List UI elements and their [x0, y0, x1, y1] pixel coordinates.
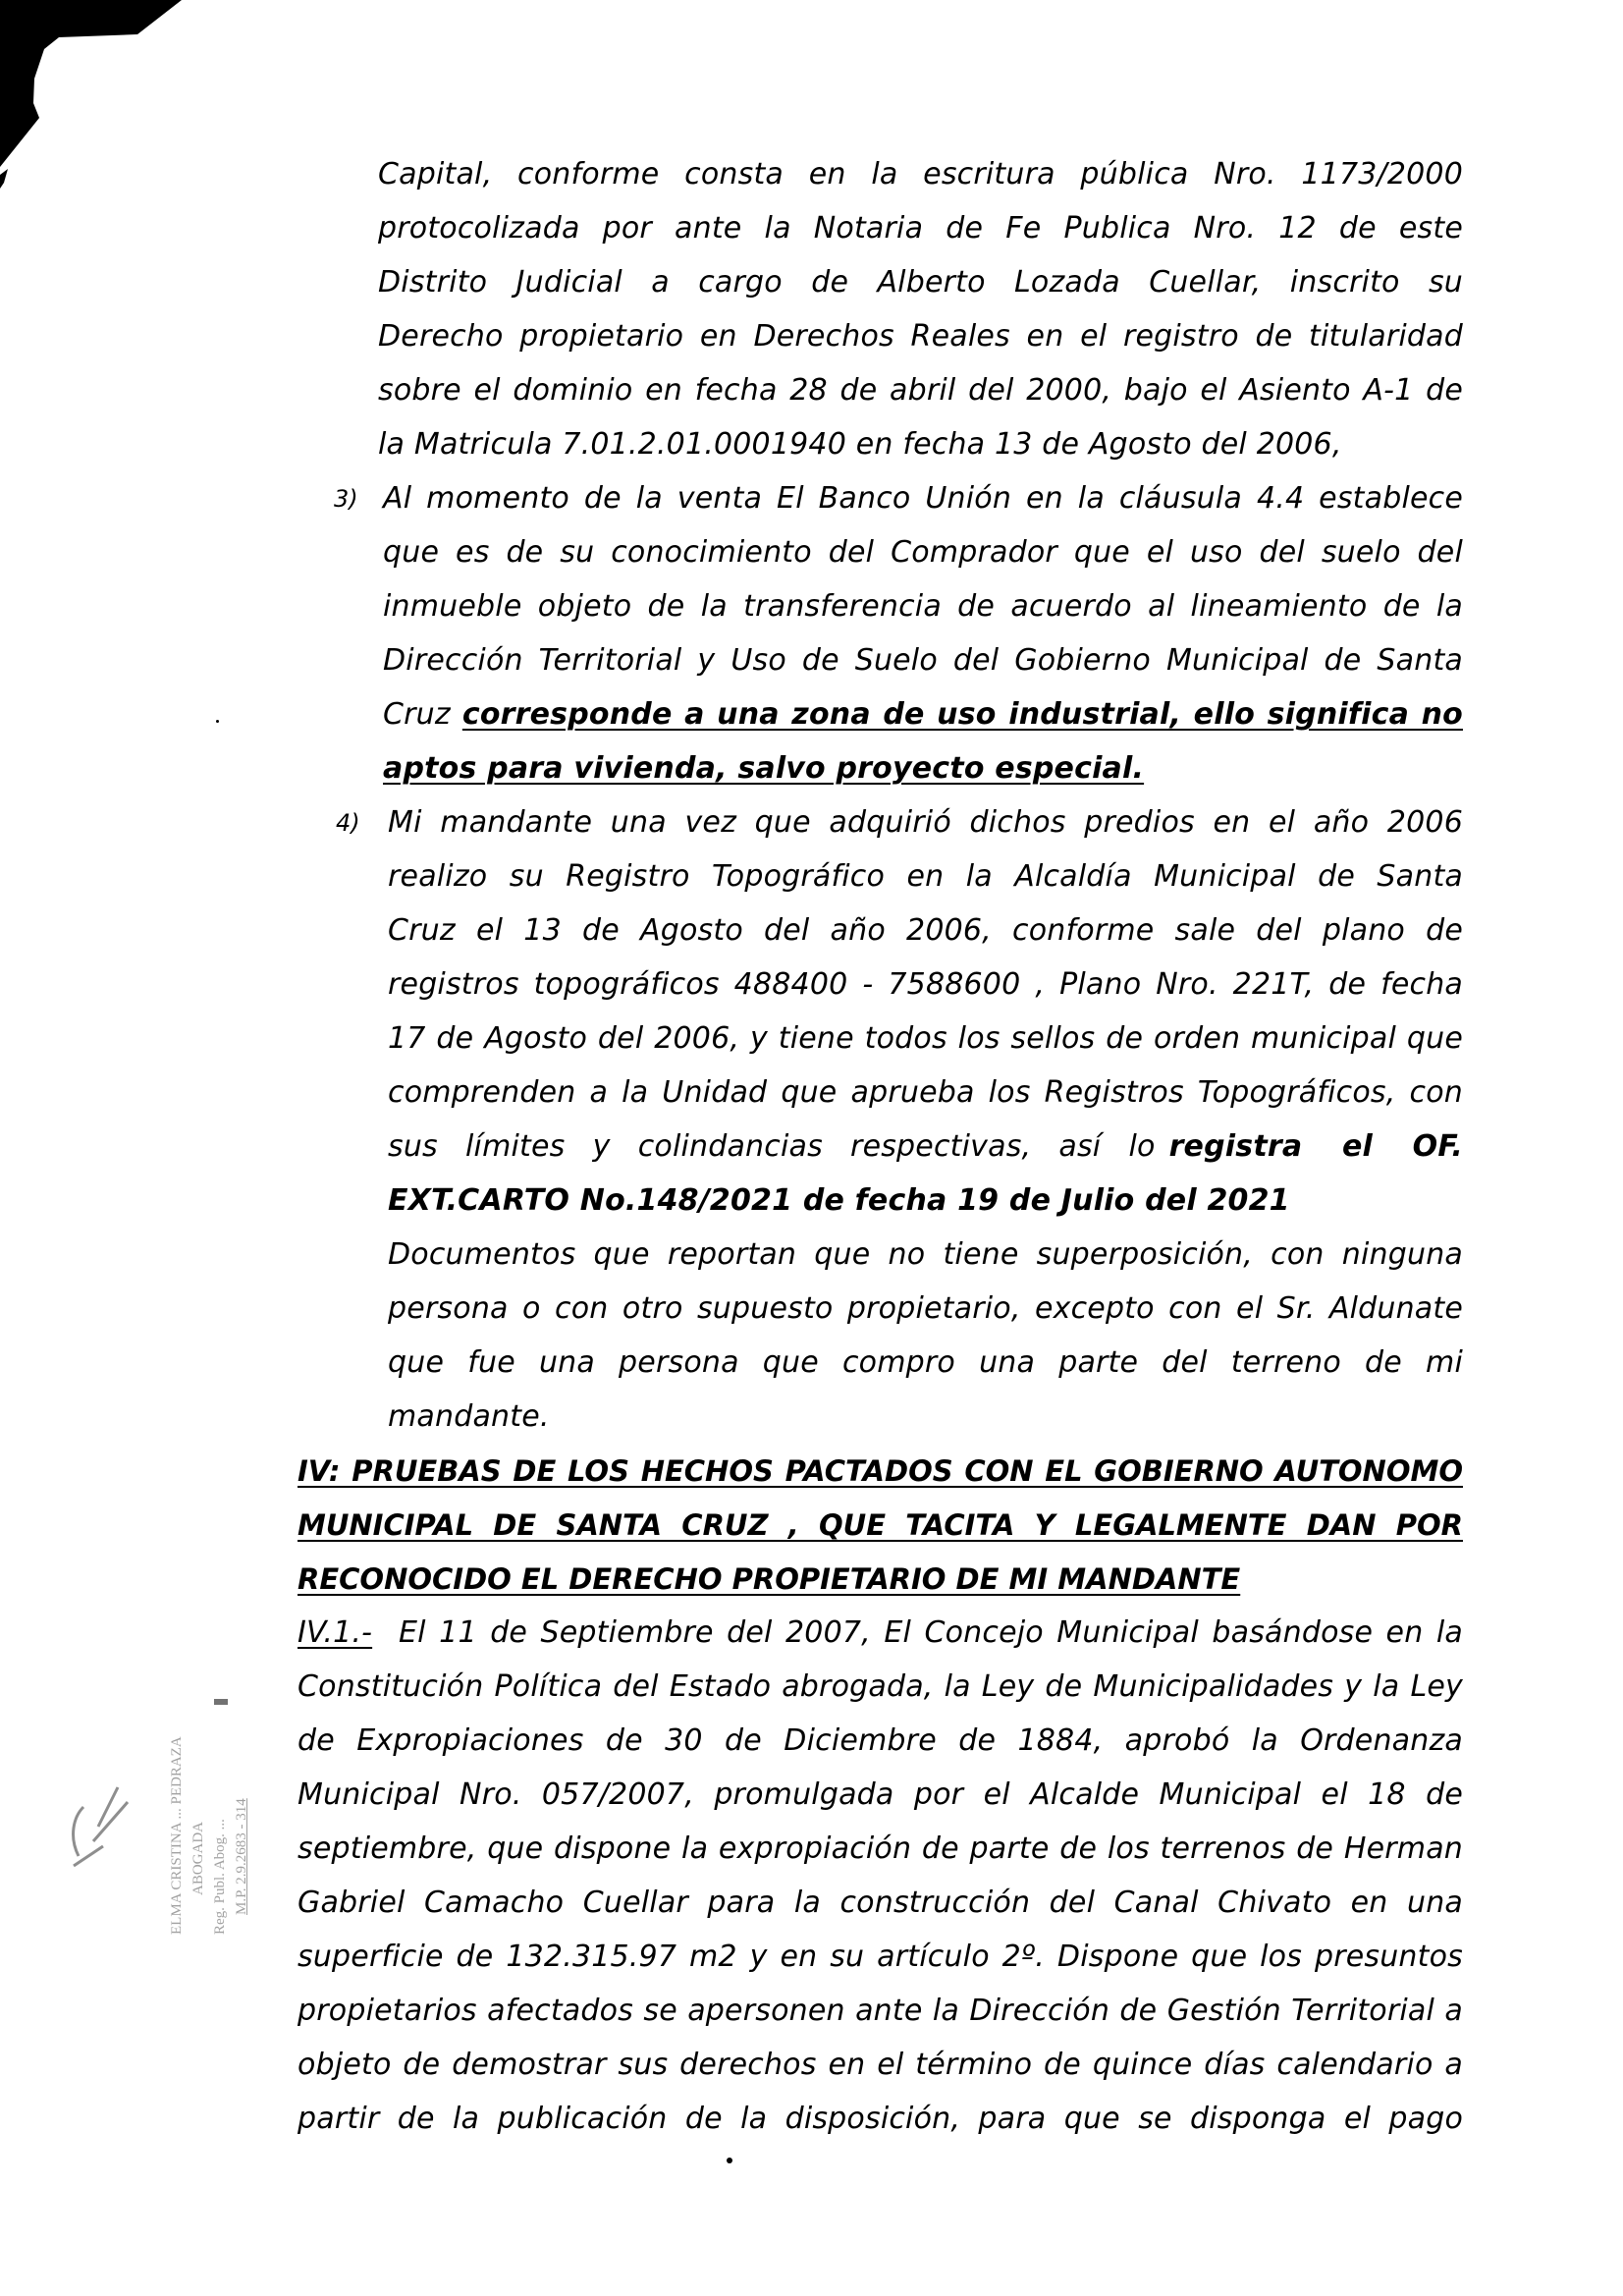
text-bold: EXT.CARTO No.148/2021 de fecha 19 de Julio del 2021	[388, 1183, 1290, 1218]
text-line	[383, 695, 1463, 735]
text-line: de Expropiaciones de 30 de Diciembre de 1884, aprobó la Ordenanza	[298, 1723, 1463, 1758]
stamp-line: Reg. Publ. Abog. ...	[212, 1819, 228, 1935]
text-line: Capital, conforme consta en la escritura pública Nro. 1173/2000	[378, 157, 1463, 191]
text-line: que es de su conocimiento del Comprador que el uso del suelo del	[383, 535, 1463, 570]
text-line: 17 de Agosto del 2006, y tiene todos los sellos de orden municipal que	[388, 1021, 1463, 1056]
text-line: Al momento de la venta El Banco Unión en la cláusula 4.4 establece	[383, 481, 1463, 516]
text-line: superficie de 132.315.97 m2 y en su artículo 2º. Dispone que los presuntos	[298, 1940, 1463, 1974]
stamp-mark	[214, 1699, 228, 1705]
list-number: 3)	[334, 485, 358, 513]
text-line: partir de la publicación de la disposición, para que se disponga el pago	[298, 2102, 1463, 2136]
scan-corner-artifact	[0, 0, 255, 216]
text-line: Gabriel Camacho Cuellar para la construcción del Canal Chivato en una	[298, 1886, 1463, 1920]
text-line: Cruz el 13 de Agosto del año 2006, conforme sale del plano de	[388, 913, 1463, 948]
scan-speck	[216, 720, 219, 723]
stamp-line: ELMA CRISTINA ... PEDRAZA	[169, 1736, 185, 1935]
emphasis-underlined: corresponde a una zona de uso industrial, ello significa no	[461, 697, 1463, 732]
text-line: realizo su Registro Topográfico en la Alcaldía Municipal de Santa	[388, 859, 1463, 894]
heading-line: IV: PRUEBAS DE LOS HECHOS PACTADOS CON EL GOBIERNO AUTONOMO	[298, 1454, 1463, 1488]
text-line: inmueble objeto de la transferencia de acuerdo al lineamiento de la	[383, 589, 1463, 624]
text-line: registros topográficos 488400 - 7588600 , Plano Nro. 221T, de fecha	[388, 967, 1463, 1002]
text-line	[298, 1613, 1463, 1653]
text-line: protocolizada por ante la Notaria de Fe Publica Nro. 12 de este	[378, 211, 1463, 246]
text-plain: sus límites y colindancias respectivas, así lo	[388, 1129, 1156, 1164]
text-bold: registra el OF.	[1168, 1129, 1463, 1164]
lawyer-stamp	[59, 1601, 255, 1954]
text-line: mandante.	[388, 1399, 550, 1434]
heading-line: RECONOCIDO EL DERECHO PROPIETARIO DE MI MANDANTE	[298, 1562, 1241, 1596]
text-line: Municipal Nro. 057/2007, promulgada por el Alcalde Municipal el 18 de	[298, 1777, 1463, 1812]
stamp-line: ABOGADA	[190, 1822, 206, 1895]
text-plain: El 11 de Septiembre del 2007, El Concejo Municipal basándose en la	[372, 1615, 1463, 1650]
heading-line: MUNICIPAL DE SANTA CRUZ , QUE TACITA Y LEGALMENTE DAN POR	[298, 1508, 1463, 1542]
text-line: objeto de demostrar sus derechos en el término de quince días calendario a	[298, 2048, 1463, 2082]
stamp-line: M.P. 2.9.2683 - 314	[234, 1798, 249, 1915]
text-line: que fue una persona que compro una parte del terreno de mi	[388, 1345, 1463, 1380]
text-line: comprenden a la Unidad que aprueba los Registros Topográficos, con	[388, 1075, 1463, 1110]
subsection-label: IV.1.-	[298, 1615, 373, 1650]
text-line: la Matricula 7.01.2.01.0001940 en fecha 13 de Agosto del 2006,	[378, 427, 1342, 462]
text-line: Constitución Política del Estado abrogada, la Ley de Municipalidades y la Ley	[298, 1669, 1463, 1704]
list-number: 4)	[336, 809, 360, 837]
text-line: sobre el dominio en fecha 28 de abril del 2000, bajo el Asiento A-1 de	[378, 373, 1463, 408]
text-plain: Cruz	[383, 697, 451, 732]
text-line	[388, 1127, 1463, 1167]
page-dot	[727, 2158, 732, 2163]
text-line: Dirección Territorial y Uso de Suelo del Gobierno Municipal de Santa	[383, 643, 1463, 678]
signature-icon	[59, 1748, 147, 1876]
text-line: Mi mandante una vez que adquirió dichos predios en el año 2006	[388, 805, 1463, 840]
text-line: Documentos que reportan que no tiene superposición, con ninguna	[388, 1237, 1463, 1272]
text-line: persona o con otro supuesto propietario, excepto con el Sr. Aldunate	[388, 1291, 1463, 1326]
text-line: Distrito Judicial a cargo de Alberto Lozada Cuellar, inscrito su	[378, 265, 1463, 300]
text-line: propietarios afectados se apersonen ante la Dirección de Gestión Territorial a	[298, 1994, 1463, 2028]
text-line: septiembre, que dispone la expropiación de parte de los terrenos de Herman	[298, 1831, 1463, 1866]
text-line: Derecho propietario en Derechos Reales en el registro de titularidad	[378, 319, 1463, 354]
emphasis-underlined: aptos para vivienda, salvo proyecto especial.	[383, 751, 1145, 786]
